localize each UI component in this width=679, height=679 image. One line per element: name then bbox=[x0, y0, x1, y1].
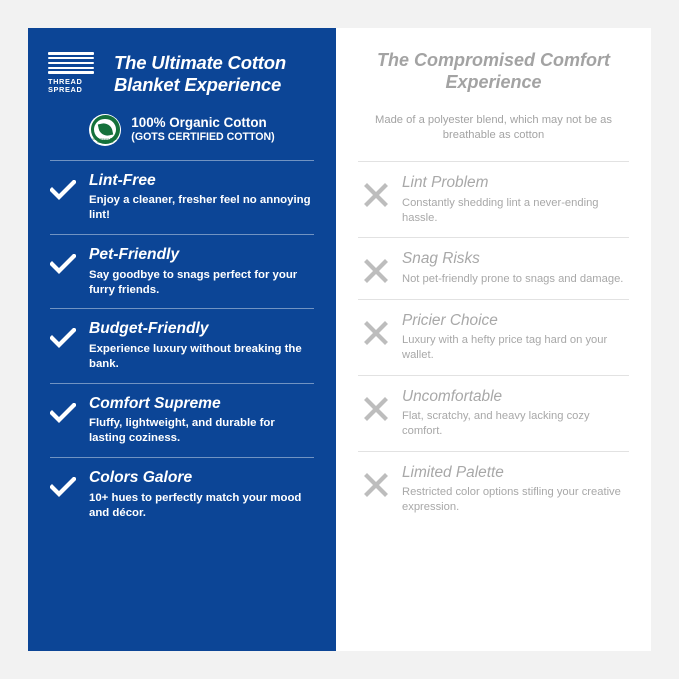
x-icon bbox=[364, 312, 388, 345]
logo-wordmark bbox=[48, 78, 102, 94]
drawback-desc: Constantly shedding lint a never-ending hassle. bbox=[402, 196, 599, 224]
check-icon bbox=[50, 320, 76, 348]
gots-seal-icon bbox=[89, 114, 121, 146]
drawbacks-panel bbox=[336, 28, 651, 651]
drawback-title: Uncomfortable bbox=[402, 387, 503, 405]
gots-seal-caption: Certified Organic Cotton by Control Union bbox=[89, 137, 122, 144]
organic-cotton-line1: 100% Organic Cotton bbox=[131, 115, 267, 130]
drawback-text bbox=[402, 174, 627, 225]
benefits-title: The Ultimate Cotton Blanket Experience bbox=[114, 52, 286, 95]
benefit-title: Budget-Friendly bbox=[89, 320, 209, 338]
drawback-desc: Luxury with a hefty price tag hard on your wallet. bbox=[402, 334, 608, 361]
drawback-desc: Not pet-friendly prone to snags and damage. bbox=[402, 272, 624, 285]
benefit-desc: 10+ hues to perfectly match your mood and décor. bbox=[89, 491, 302, 519]
drawback-text bbox=[402, 388, 627, 439]
drawback-text bbox=[402, 250, 623, 286]
check-icon bbox=[50, 395, 76, 423]
logo-wordmark-line1: THREAD bbox=[48, 77, 83, 86]
drawbacks-title: The Compromised Comfort Experience bbox=[376, 50, 610, 92]
drawback-item bbox=[358, 162, 629, 237]
drawback-title: Lint Problem bbox=[402, 174, 489, 192]
brand-header bbox=[48, 50, 316, 96]
benefit-item bbox=[48, 235, 316, 308]
organic-cotton-text bbox=[131, 115, 274, 144]
drawback-item bbox=[358, 238, 629, 298]
drawback-item bbox=[358, 376, 629, 451]
benefit-text bbox=[89, 320, 314, 371]
thread-spread-logo bbox=[48, 50, 102, 94]
organic-cotton-badge bbox=[48, 114, 316, 146]
drawback-title: Snag Risks bbox=[402, 250, 480, 268]
x-icon bbox=[364, 174, 388, 207]
benefit-item bbox=[48, 384, 316, 457]
drawback-text bbox=[402, 312, 627, 363]
benefits-panel bbox=[28, 28, 336, 651]
benefit-text bbox=[89, 469, 314, 520]
check-icon bbox=[50, 172, 76, 200]
benefit-title: Comfort Supreme bbox=[89, 394, 221, 412]
benefit-title: Colors Galore bbox=[89, 469, 193, 487]
benefit-text bbox=[89, 172, 314, 223]
benefit-item bbox=[48, 309, 316, 382]
drawback-item bbox=[358, 300, 629, 375]
drawback-title: Limited Palette bbox=[402, 463, 504, 481]
benefit-desc: Experience luxury without breaking the bank. bbox=[89, 343, 302, 370]
benefit-title: Pet-Friendly bbox=[89, 246, 180, 264]
logo-lines-icon bbox=[48, 52, 94, 74]
check-icon bbox=[50, 246, 76, 274]
drawback-title: Pricier Choice bbox=[402, 311, 498, 329]
drawback-text bbox=[402, 464, 627, 515]
benefit-desc: Fluffy, lightweight, and durable for lasting coziness. bbox=[89, 417, 275, 445]
drawbacks-subtitle: Made of a polyester blend, which may not be as breathable as cotton bbox=[375, 114, 612, 142]
benefit-desc: Enjoy a cleaner, fresher feel no annoying lint! bbox=[89, 194, 311, 222]
logo-wordmark-line2: SPREAD bbox=[48, 85, 83, 95]
x-icon bbox=[364, 388, 388, 421]
benefit-text bbox=[89, 246, 314, 297]
x-icon bbox=[364, 250, 388, 283]
benefit-item bbox=[48, 161, 316, 234]
drawback-item bbox=[358, 452, 629, 527]
drawback-desc: Flat, scratchy, and heavy lacking cozy comfort. bbox=[402, 410, 590, 438]
organic-cotton-line2: (GOTS CERTIFIED COTTON) bbox=[131, 131, 275, 144]
check-icon bbox=[50, 469, 76, 497]
benefit-item bbox=[48, 458, 316, 531]
drawback-desc: Restricted color options stifling your creative expression. bbox=[402, 486, 621, 514]
x-icon bbox=[364, 464, 388, 497]
benefit-title: Lint-Free bbox=[89, 171, 156, 189]
benefit-desc: Say goodbye to snags perfect for your furry friends. bbox=[89, 268, 298, 296]
benefit-text bbox=[89, 395, 314, 446]
